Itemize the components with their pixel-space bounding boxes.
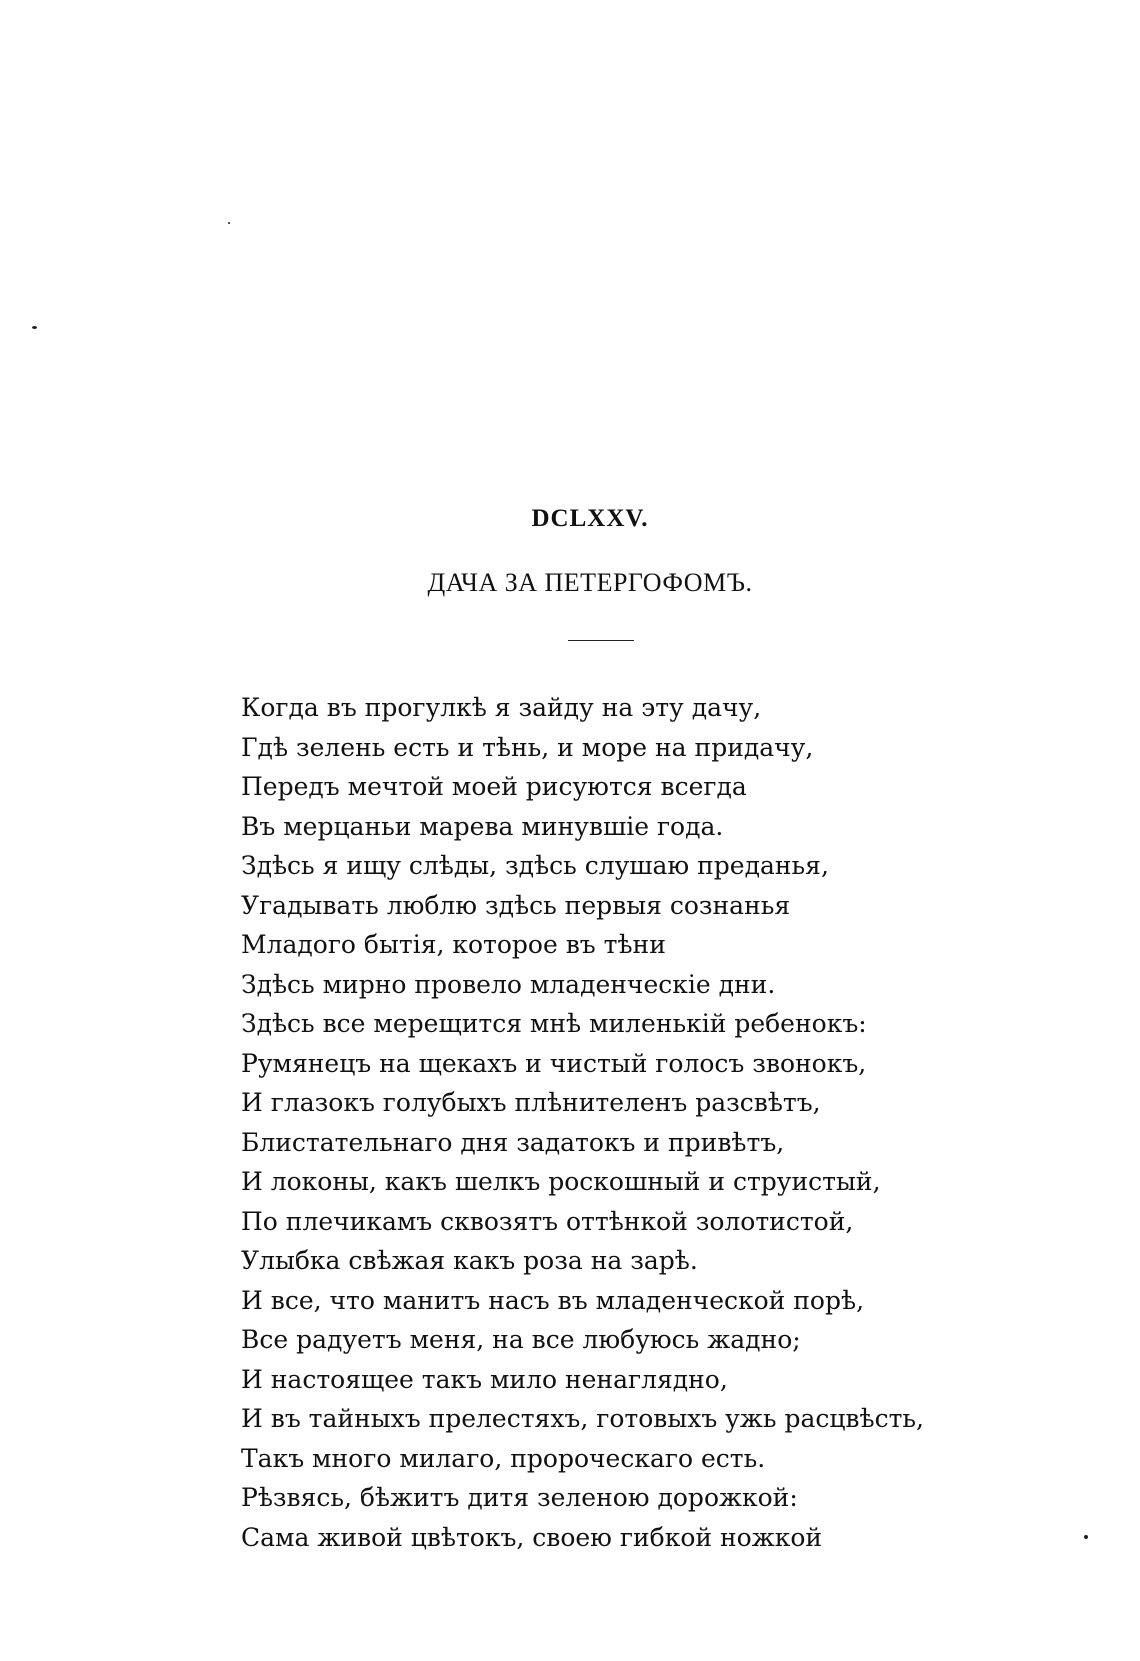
poem-line: По плечикамъ сквозятъ оттѣнкой золотистой, [241, 1206, 854, 1236]
poem-line: Здѣсь мирно провело младенческіе дни. [241, 969, 776, 999]
poem-line: Въ мерцаньи марева минувшіе года. [241, 811, 724, 841]
poem-line: И все, что манитъ насъ въ младенческой порѣ, [241, 1285, 865, 1315]
poem-line: Здѣсь я ищу слѣды, здѣсь слушаю преданья, [241, 851, 829, 880]
poem-line: Когда въ прогулкѣ я зайду на эту дачу, [241, 693, 762, 722]
print-speck [1084, 1535, 1088, 1539]
poem-line: Рѣзвясь, бѣжитъ дитя зеленою дорожкой: [241, 1483, 798, 1512]
poem-line: И глазокъ голубыхъ плѣнителенъ разсвѣтъ, [241, 1088, 821, 1117]
poem-line: И локоны, какъ шелкъ роскошный и струистый, [241, 1167, 881, 1196]
poem-line: Гдѣ зелень есть и тѣнь, и море на придачу, [241, 732, 814, 762]
print-speck [228, 222, 230, 224]
title-divider [568, 640, 634, 641]
poem-title: ДАЧА ЗА ПЕТЕРГОФОМЪ. [427, 568, 753, 597]
poem-line: Младого бытія, которое въ тѣни [241, 930, 666, 959]
poem-line: И настоящее такъ мило ненаглядно, [241, 1364, 728, 1394]
poem-body [241, 688, 924, 1557]
poem-line: Такъ много милаго, пророческаго есть. [241, 1443, 766, 1473]
poem-line: Сама живой цвѣтокъ, своею гибкой ножкой [241, 1522, 823, 1552]
poem-number: DCLXXV. [531, 505, 649, 532]
poem-line: Блистательнаго дня задатокъ и привѣтъ, [241, 1127, 785, 1157]
poem-line: И въ тайныхъ прелестяхъ, готовыхъ ужь расцвѣсть, [241, 1404, 924, 1433]
poem-line: Румянецъ на щекахъ и чистый голосъ звонокъ, [241, 1048, 867, 1078]
poem-line: Все радуетъ меня, на все любуюсь жадно; [241, 1325, 801, 1354]
print-speck [32, 326, 37, 329]
poem-line: Передъ мечтой моей рисуются всегда [241, 772, 747, 801]
poem-line: Улыбка свѣжая какъ роза на зарѣ. [241, 1246, 698, 1275]
poem-line: Угадывать люблю здѣсь первыя сознанья [241, 890, 791, 920]
poem-line: Здѣсь все мерещится мнѣ миленькій ребенокъ: [241, 1009, 867, 1038]
